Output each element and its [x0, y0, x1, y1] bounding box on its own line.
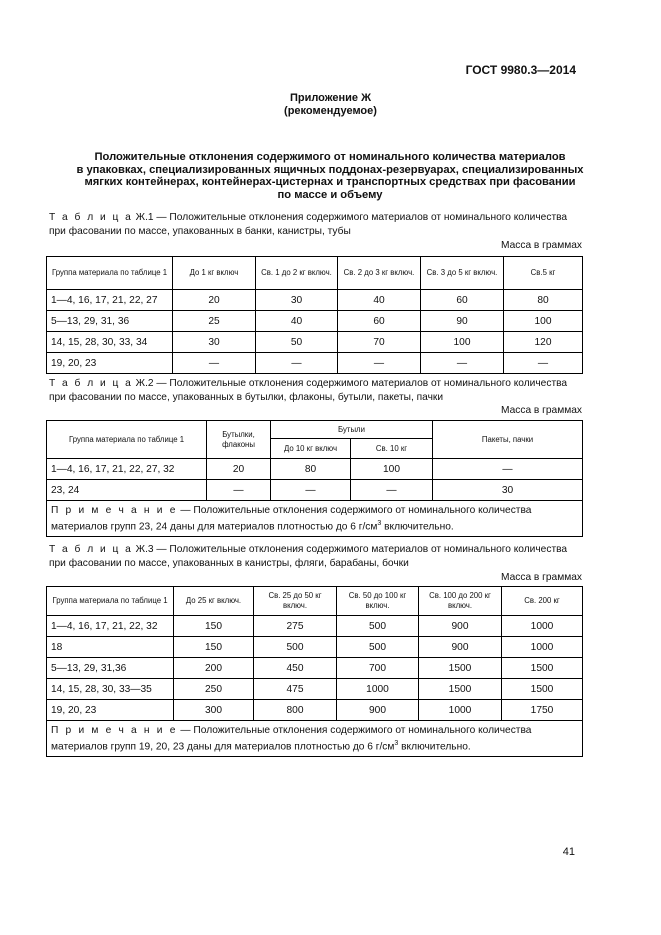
note-end: включительно.: [381, 521, 454, 533]
table-row: [47, 480, 583, 501]
table-cell: 90: [421, 311, 504, 332]
table-row: [47, 459, 583, 480]
table-cell: 500: [254, 637, 337, 658]
table3-header-col: Св. 25 до 50 кг включ.: [254, 587, 337, 616]
table-row: [47, 637, 583, 658]
table3-caption-text: Ж.3 — Положительные отклонения содержимого материалов от номинального количества при фасовании по массе, упакованных в канистры, фляги, барабаны, бочки: [49, 544, 568, 569]
table-note-row: [47, 721, 583, 757]
table-cell: 40: [338, 290, 421, 311]
table3-header-col: Св. 200 кг: [502, 587, 583, 616]
table3-header-col: До 25 кг включ.: [174, 587, 254, 616]
table-row: [47, 700, 583, 721]
table-cell: 30: [256, 290, 338, 311]
note-label: П р и м е ч а н и е: [51, 725, 178, 736]
table-cell: 1000: [502, 616, 583, 637]
table3-header-col: Св. 50 до 100 кг включ.: [337, 587, 419, 616]
table3: [46, 586, 583, 757]
table1-header-col: Св. 3 до 5 кг включ.: [421, 257, 504, 290]
table3-header-col: Св. 100 до 200 кг включ.: [419, 587, 502, 616]
table-row: [47, 332, 583, 353]
table-cell: 25: [173, 311, 256, 332]
table-cell: 1000: [337, 679, 419, 700]
table1: [46, 256, 583, 374]
table2-header-bottles: Бутылки, флаконы: [207, 421, 271, 459]
table-cell: 30: [173, 332, 256, 353]
table-cell: 30: [433, 480, 583, 501]
note-label: П р и м е ч а н и е: [51, 505, 178, 516]
table2-caption: [49, 377, 583, 405]
table-cell: 1500: [502, 679, 583, 700]
section-heading: [50, 151, 610, 201]
table2-header-carboys-sub: Св. 10 кг: [351, 439, 433, 459]
table-cell: 900: [337, 700, 419, 721]
table1-header-group: Группа материала по таблице 1: [47, 257, 173, 290]
table2-unit: Масса в граммах: [500, 405, 582, 416]
table-cell: 40: [256, 311, 338, 332]
table-cell: 20: [207, 459, 271, 480]
table-cell: 80: [504, 290, 583, 311]
table-cell: 1—4, 16, 17, 21, 22, 27: [47, 290, 173, 311]
table1-caption-text: Ж.1 — Положительные отклонения содержимого материалов от номинального количества при фасовании по массе, упакованных в банки, канистры, тубы: [49, 212, 568, 237]
table2-header-packets: Пакеты, пачки: [433, 421, 583, 459]
table-cell: 100: [421, 332, 504, 353]
table-cell: 150: [174, 637, 254, 658]
note-superscript: 3: [394, 740, 399, 747]
note-text: — Положительные отклонения содержимого от номинального количества материалов групп 23, 24 даны для материалов плотностью до 6 г/см: [51, 505, 532, 533]
table-cell: 900: [419, 616, 502, 637]
table1-header-col: Св. 2 до 3 кг включ.: [338, 257, 421, 290]
table-cell: 50: [256, 332, 338, 353]
heading-line: по массе и объему: [277, 188, 383, 201]
table-cell: 80: [271, 459, 351, 480]
table2-header-carboys: Бутыли: [271, 421, 433, 439]
table-cell: 20: [173, 290, 256, 311]
table-cell: 70: [338, 332, 421, 353]
table-cell: —: [173, 353, 256, 374]
table-cell: 14, 15, 28, 30, 33, 34: [47, 332, 173, 353]
page-number: 41: [562, 846, 575, 858]
table-cell: 120: [504, 332, 583, 353]
table-cell: —: [207, 480, 271, 501]
table-cell: 200: [174, 658, 254, 679]
table-cell: 1500: [419, 679, 502, 700]
table2-header-group: Группа материала по таблице 1: [47, 421, 207, 459]
table-cell: 18: [47, 637, 174, 658]
table-row: [47, 353, 583, 374]
table3-header-group: Группа материала по таблице 1: [47, 587, 174, 616]
table-cell: 475: [254, 679, 337, 700]
table2-note: [47, 501, 583, 537]
table-cell: —: [504, 353, 583, 374]
table-cell: 1—4, 16, 17, 21, 22, 27, 32: [47, 459, 207, 480]
table2-label: Т а б л и ц а: [49, 378, 133, 389]
table-cell: —: [421, 353, 504, 374]
table1-header-col: Св. 1 до 2 кг включ.: [256, 257, 338, 290]
annex-title: Приложение Ж: [289, 92, 372, 104]
table1-header-col: До 1 кг включ: [173, 257, 256, 290]
table-cell: 1500: [502, 658, 583, 679]
table-row: [47, 679, 583, 700]
table-cell: 900: [419, 637, 502, 658]
table3-label: Т а б л и ц а: [49, 544, 133, 555]
table-row: [47, 616, 583, 637]
table-cell: 5—13, 29, 31,36: [47, 658, 174, 679]
note-text: — Положительные отклонения содержимого от номинального количества материалов групп 19, 20, 23 даны для материалов плотностью до 6 г/см: [51, 725, 532, 753]
annex-header: [0, 92, 661, 118]
table2-caption-text: Ж.2 — Положительные отклонения содержимого материалов от номинального количества при фасовании по массе, упакованных в бутылки, флаконы, бутыли, пакеты, пачки: [49, 378, 568, 403]
table-cell: 14, 15, 28, 30, 33—35: [47, 679, 174, 700]
table-cell: 23, 24: [47, 480, 207, 501]
table-row: [47, 290, 583, 311]
note-superscript: 3: [377, 520, 382, 527]
table-cell: —: [338, 353, 421, 374]
table-cell: 1000: [419, 700, 502, 721]
table-cell: 60: [338, 311, 421, 332]
table-cell: —: [433, 459, 583, 480]
table-cell: 1500: [419, 658, 502, 679]
table-cell: 450: [254, 658, 337, 679]
table-cell: 1000: [502, 637, 583, 658]
table-row: [47, 311, 583, 332]
table-cell: —: [351, 480, 433, 501]
table-cell: 5—13, 29, 31, 36: [47, 311, 173, 332]
table-cell: 500: [337, 637, 419, 658]
table-cell: 500: [337, 616, 419, 637]
table1-header-col: Св.5 кг: [504, 257, 583, 290]
table-cell: 100: [351, 459, 433, 480]
table-cell: 300: [174, 700, 254, 721]
table3-unit: Масса в граммах: [500, 572, 582, 583]
table2: [46, 420, 583, 537]
table-cell: 250: [174, 679, 254, 700]
heading-line: в упаковках, специализированных ящичных поддонах-резервуарах, специализированных: [76, 163, 584, 176]
heading-line: Положительные отклонения содержимого от номинального количества материалов: [94, 151, 566, 163]
note-end: включительно.: [398, 741, 471, 753]
table-row: [47, 658, 583, 679]
table-cell: 60: [421, 290, 504, 311]
table-cell: 275: [254, 616, 337, 637]
table-cell: —: [271, 480, 351, 501]
table-cell: 1—4, 16, 17, 21, 22, 32: [47, 616, 174, 637]
table1-caption: [49, 211, 583, 239]
table-cell: 19, 20, 23: [47, 353, 173, 374]
table-cell: 100: [504, 311, 583, 332]
annex-subtitle: (рекомендуемое): [284, 105, 377, 117]
table3-note: [47, 721, 583, 757]
table-cell: 700: [337, 658, 419, 679]
table1-label: Т а б л и ц а: [49, 212, 133, 223]
table-cell: 800: [254, 700, 337, 721]
table-cell: —: [256, 353, 338, 374]
table-cell: 150: [174, 616, 254, 637]
table1-unit: Масса в граммах: [500, 240, 582, 251]
table2-header-carboys-sub: До 10 кг включ: [271, 439, 351, 459]
standard-number: ГОСТ 9980.3—2014: [465, 63, 576, 77]
table3-caption: [49, 543, 583, 571]
table-cell: 19, 20, 23: [47, 700, 174, 721]
table-note-row: [47, 501, 583, 537]
heading-line: мягких контейнерах, контейнерах-цистернах и транспортных средствах при фасовании: [84, 176, 576, 189]
table-cell: 1750: [502, 700, 583, 721]
